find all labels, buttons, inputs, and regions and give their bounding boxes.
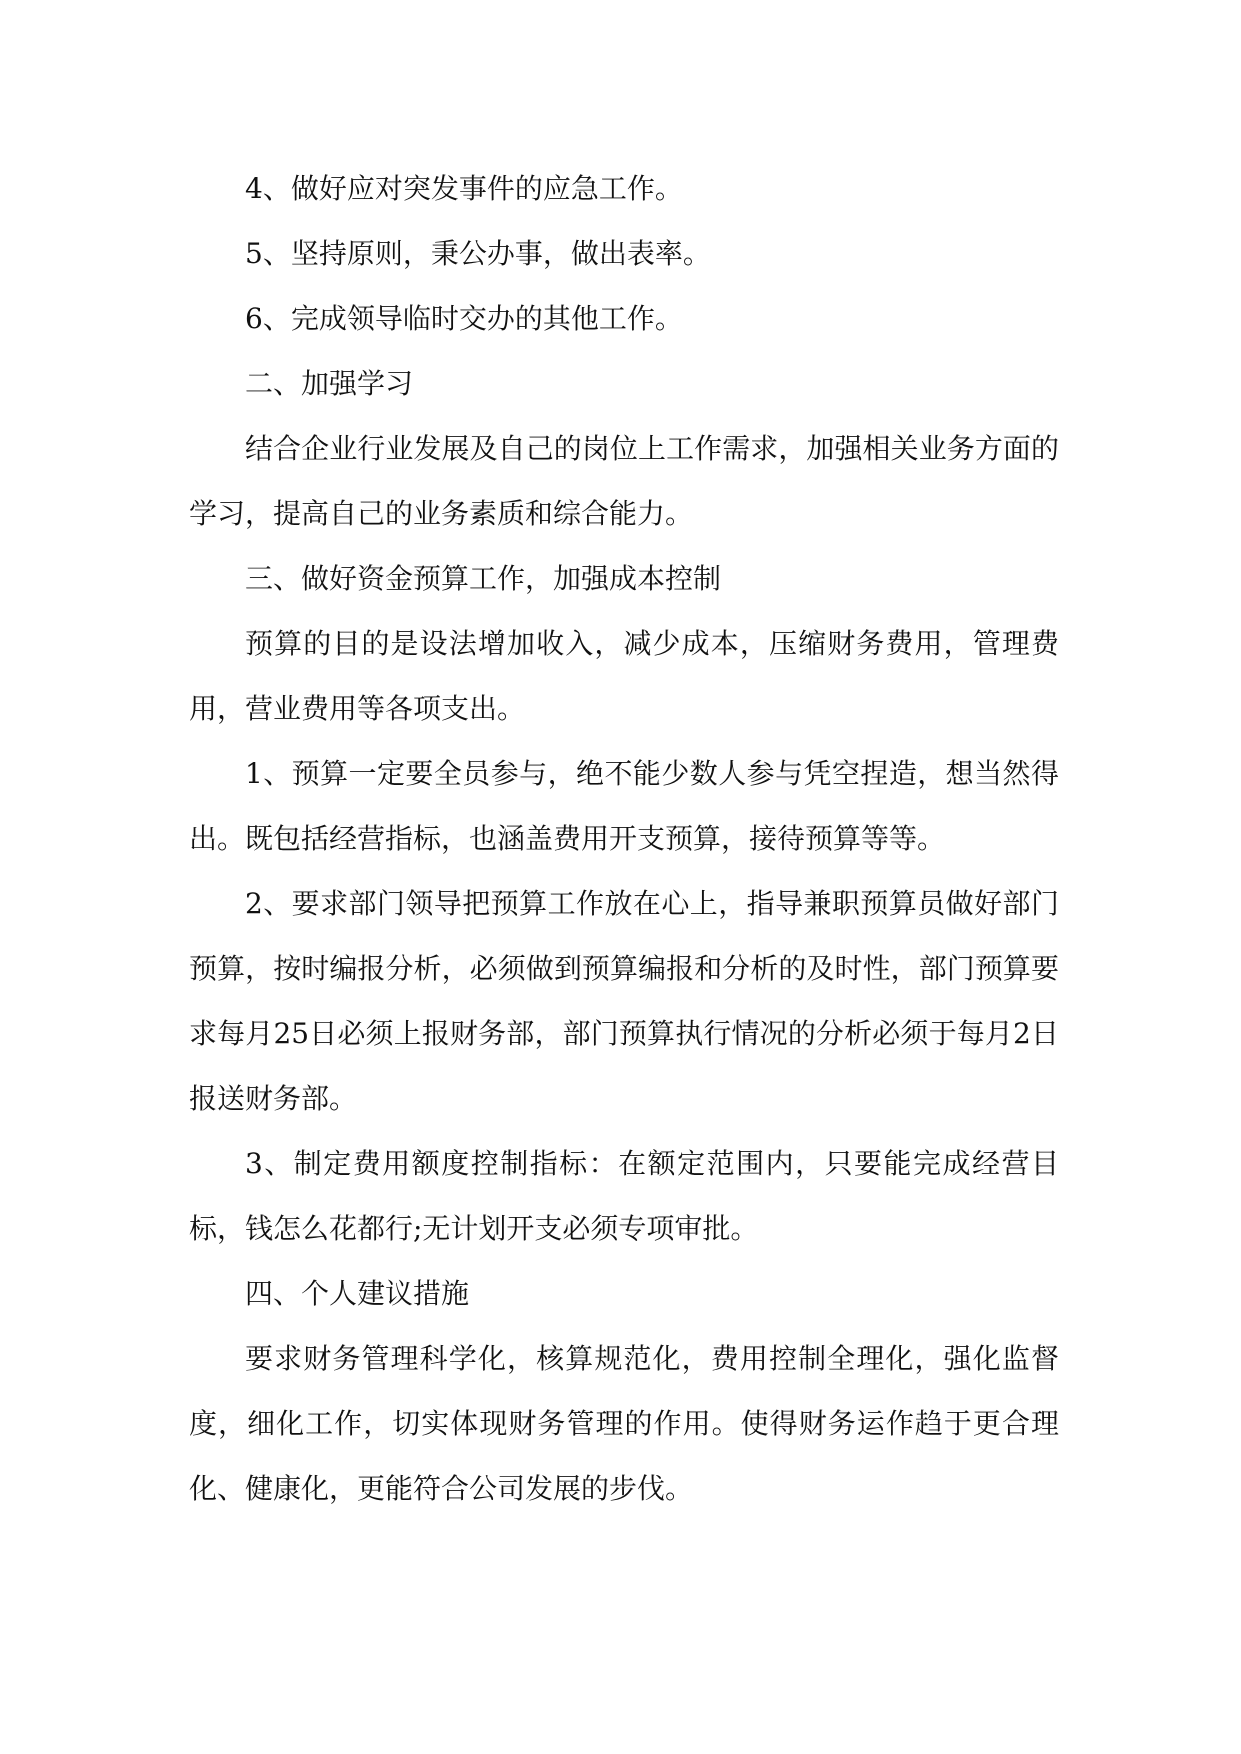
list-item-2: 2、要求部门领导把预算工作放在心上，指导兼职预算员做好部门预算，按时编报分析，必须做到预算编报和分析的及时性，部门预算要求每月25日必须上报财务部，部门预算执行情况的分析必须于每月2日报送财务部。 — [189, 887, 1059, 1115]
section-heading-2: 二、加强学习 — [245, 367, 414, 400]
list-item-5: 5、坚持原则，秉公办事，做出表率。 — [245, 237, 711, 270]
section-heading-4: 四、个人建议措施 — [245, 1277, 470, 1310]
list-item-1: 1、预算一定要全员参与，绝不能少数人参与凭空捏造，想当然得出。既包括经营指标，也涵盖费用开支预算，接待预算等等。 — [189, 757, 1059, 855]
list-item-4: 4、做好应对突发事件的应急工作。 — [245, 172, 683, 205]
body-paragraph: 要求财务管理科学化，核算规范化，费用控制全理化，强化监督度，细化工作，切实体现财务管理的作用。使得财务运作趋于更合理化、健康化，更能符合公司发展的步伐。 — [189, 1342, 1059, 1505]
list-item-6: 6、完成领导临时交办的其他工作。 — [245, 302, 683, 335]
section-heading-3: 三、做好资金预算工作，加强成本控制 — [245, 562, 722, 595]
list-item-3: 3、制定费用额度控制指标：在额定范围内，只要能完成经营目标，钱怎么花都行;无计划开支必须专项审批。 — [189, 1147, 1059, 1245]
document-body — [189, 156, 1059, 1521]
body-paragraph: 结合企业行业发展及自己的岗位上工作需求，加强相关业务方面的学习，提高自己的业务素质和综合能力。 — [189, 432, 1059, 530]
body-paragraph: 预算的目的是设法增加收入，减少成本，压缩财务费用，管理费用，营业费用等各项支出。 — [189, 627, 1059, 725]
